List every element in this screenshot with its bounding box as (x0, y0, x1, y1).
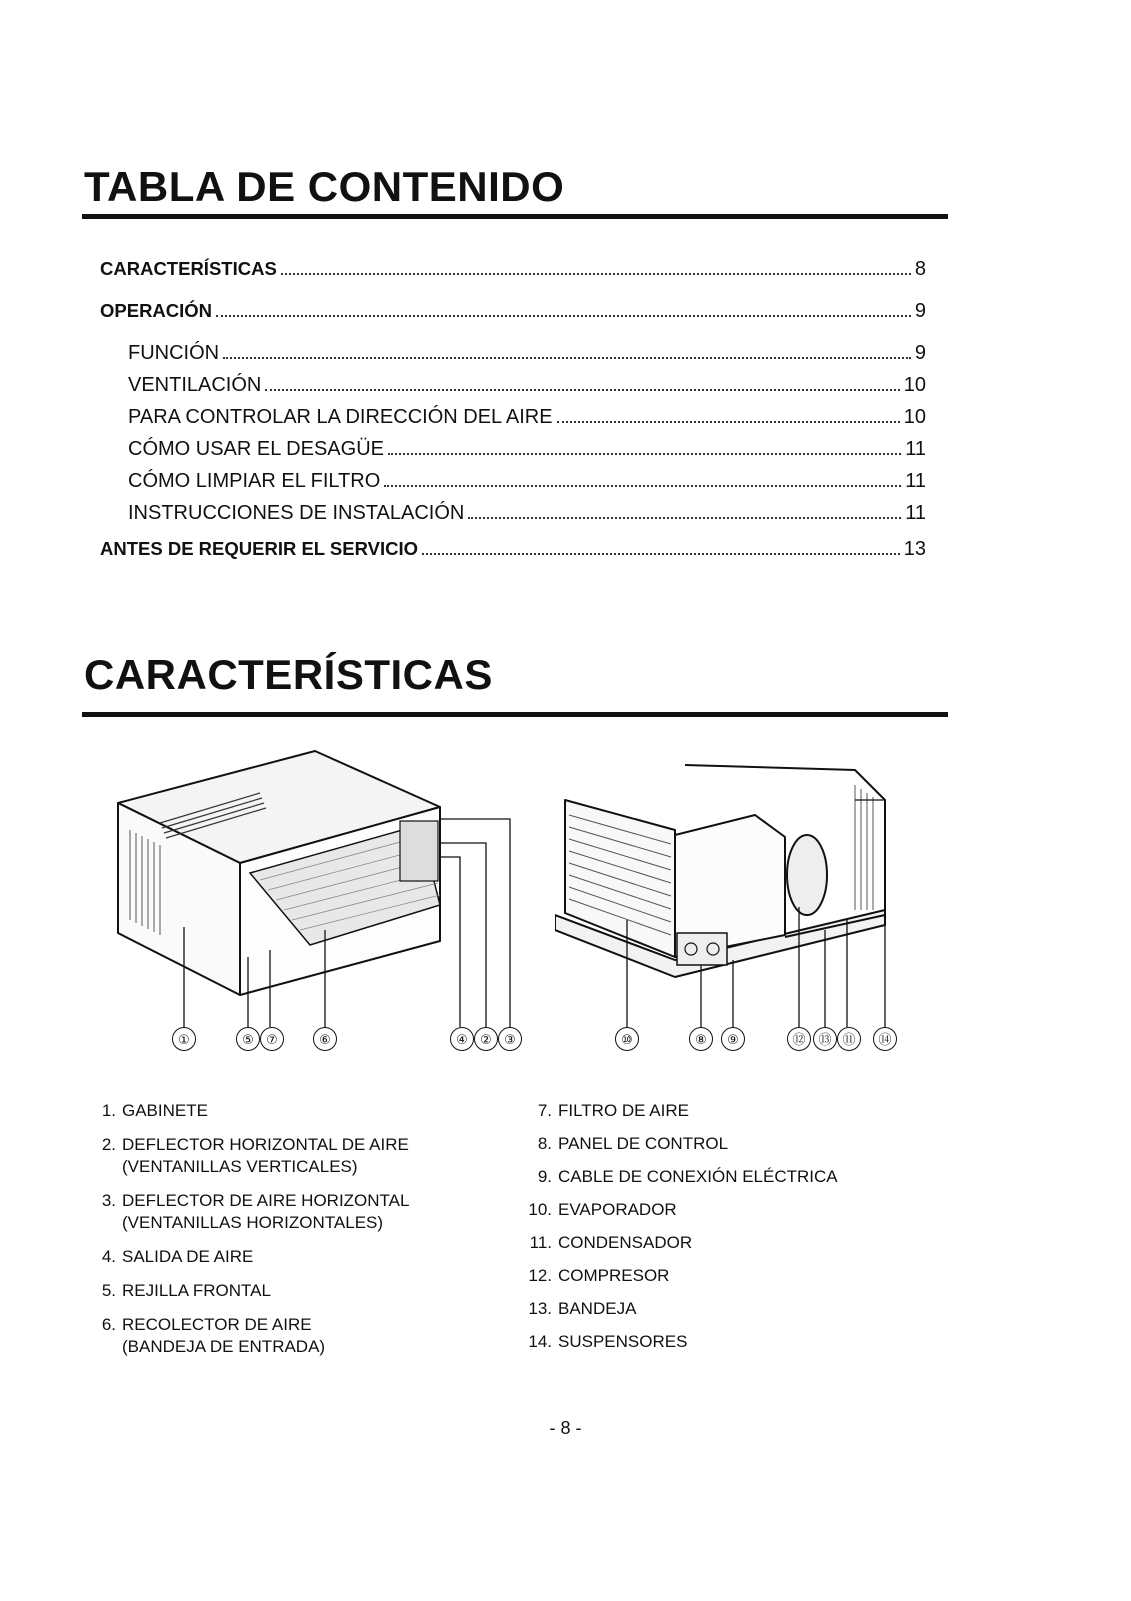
part-item (522, 1265, 922, 1287)
toc-entry-title: CARACTERÍSTICAS (100, 258, 277, 279)
part-item (86, 1246, 506, 1268)
toc-list (100, 258, 926, 580)
part-name-line: (VENTANILLAS VERTICALES) (122, 1157, 358, 1176)
part-number: 7. (537, 1101, 552, 1120)
toc-heading-rule (82, 214, 948, 219)
part-name (558, 1133, 922, 1155)
part-name-line: (BANDEJA DE ENTRADA) (122, 1337, 326, 1356)
part-item (522, 1232, 922, 1254)
part-name (558, 1232, 922, 1254)
toc-entry (100, 502, 926, 534)
part-item (86, 1190, 506, 1234)
toc-dot-leader (216, 315, 911, 317)
callout-5: ⑤ (236, 1027, 260, 1051)
part-name-line: SUSPENSORES (558, 1332, 688, 1351)
part-name (122, 1134, 506, 1178)
part-name-line: FILTRO DE AIRE (558, 1101, 689, 1120)
parts-list-left (86, 1100, 506, 1370)
toc-entry-title: VENTILACIÓN (128, 374, 262, 396)
part-number: 2. (101, 1135, 116, 1154)
part-number: 6. (101, 1315, 116, 1334)
toc-entry-title: CÓMO USAR EL DESAGÜE (128, 438, 384, 460)
part-item (522, 1133, 922, 1155)
toc-entry (100, 258, 926, 300)
part-name (122, 1280, 506, 1302)
toc-dot-leader (265, 389, 899, 391)
part-number: 14. (528, 1332, 552, 1351)
callout-8: ⑧ (689, 1027, 713, 1051)
part-name (558, 1100, 922, 1122)
toc-dot-leader (468, 517, 901, 519)
part-name (122, 1314, 506, 1358)
toc-entry (100, 342, 926, 374)
part-name-line: CONDENSADOR (558, 1233, 693, 1252)
features-heading-rule (82, 712, 948, 717)
parts-list-right (522, 1100, 922, 1364)
part-item (522, 1298, 922, 1320)
part-item (86, 1134, 506, 1178)
toc-dot-leader (281, 273, 911, 275)
part-item (86, 1100, 506, 1122)
part-item (522, 1100, 922, 1122)
toc-entry-page: 10 (903, 374, 926, 396)
toc-entry-page: 13 (903, 538, 926, 560)
part-name-line: DEFLECTOR DE AIRE HORIZONTAL (122, 1191, 410, 1210)
part-name-line: REJILLA FRONTAL (122, 1281, 271, 1300)
part-item (522, 1331, 922, 1353)
part-number: 10. (528, 1200, 552, 1219)
callout-6: ⑥ (313, 1027, 337, 1051)
part-item (86, 1280, 506, 1302)
toc-dot-leader (557, 421, 900, 423)
part-name-line: EVAPORADOR (558, 1200, 677, 1219)
part-number: 1. (101, 1101, 116, 1120)
toc-entry (100, 374, 926, 406)
toc-entry (100, 470, 926, 502)
part-number: 11. (529, 1233, 552, 1252)
callout-13: ⑬ (813, 1027, 837, 1051)
air-conditioner-front-illustration (100, 745, 540, 1085)
part-number: 8. (537, 1134, 552, 1153)
toc-dot-leader (384, 485, 901, 487)
part-name (558, 1331, 922, 1353)
part-name (122, 1100, 506, 1122)
toc-entry (100, 438, 926, 470)
part-item (86, 1314, 506, 1358)
callout-14: ⑭ (873, 1027, 897, 1051)
part-number: 3. (101, 1191, 116, 1210)
part-name-line: SALIDA DE AIRE (122, 1247, 254, 1266)
callout-7: ⑦ (260, 1027, 284, 1051)
toc-dot-leader (422, 553, 900, 555)
part-name-line: PANEL DE CONTROL (558, 1134, 729, 1153)
toc-entry-title: INSTRUCCIONES DE INSTALACIÓN (128, 502, 465, 524)
toc-dot-leader (223, 357, 911, 359)
part-name-line: BANDEJA (558, 1299, 637, 1318)
part-number: 9. (537, 1167, 552, 1186)
toc-dot-leader (388, 453, 901, 455)
toc-entry-title: ANTES DE REQUERIR EL SERVICIO (100, 538, 418, 559)
part-name (558, 1199, 922, 1221)
toc-entry-page: 9 (914, 300, 926, 322)
part-name-line: CABLE DE CONEXIÓN ELÉCTRICA (558, 1167, 838, 1186)
part-name-line: (VENTANILLAS HORIZONTALES) (122, 1213, 384, 1232)
callout-11: ⑪ (837, 1027, 861, 1051)
part-name (122, 1190, 506, 1234)
callout-2: ② (474, 1027, 498, 1051)
callout-12: ⑫ (787, 1027, 811, 1051)
toc-entry-page: 10 (903, 406, 926, 428)
callout-10: ⑩ (615, 1027, 639, 1051)
callout-3: ③ (498, 1027, 522, 1051)
toc-entry-page: 11 (905, 502, 926, 524)
features-heading: CARACTERÍSTICAS (84, 651, 493, 698)
part-name (558, 1265, 922, 1287)
toc-entry-page: 11 (905, 438, 926, 460)
toc-entry-page: 11 (905, 470, 926, 492)
part-item (522, 1166, 922, 1188)
toc-entry (100, 300, 926, 342)
page-number: - 8 - (549, 1418, 582, 1438)
toc-entry (100, 538, 926, 580)
part-number: 5. (101, 1281, 116, 1300)
callout-4: ④ (450, 1027, 474, 1051)
part-name-line: GABINETE (122, 1101, 208, 1120)
toc-entry (100, 406, 926, 438)
part-number: 12. (528, 1266, 552, 1285)
toc-heading: TABLA DE CONTENIDO (84, 163, 565, 210)
part-name (558, 1166, 922, 1188)
toc-entry-page: 9 (914, 342, 926, 364)
part-item (522, 1199, 922, 1221)
toc-entry-title: CÓMO LIMPIAR EL FILTRO (128, 470, 381, 492)
part-name-line: DEFLECTOR HORIZONTAL DE AIRE (122, 1135, 409, 1154)
part-number: 4. (101, 1247, 116, 1266)
toc-entry-title: FUNCIÓN (128, 342, 220, 364)
part-name-line: COMPRESOR (558, 1266, 670, 1285)
toc-entry-page: 8 (914, 258, 926, 280)
air-conditioner-chassis-illustration (555, 745, 925, 1085)
part-name (122, 1246, 506, 1268)
part-name-line: RECOLECTOR DE AIRE (122, 1315, 312, 1334)
callout-9: ⑨ (721, 1027, 745, 1051)
toc-entry-title: PARA CONTROLAR LA DIRECCIÓN DEL AIRE (128, 406, 553, 428)
part-name (558, 1298, 922, 1320)
part-number: 13. (528, 1299, 552, 1318)
callout-1: ① (172, 1027, 196, 1051)
toc-entry-title: OPERACIÓN (100, 300, 213, 321)
